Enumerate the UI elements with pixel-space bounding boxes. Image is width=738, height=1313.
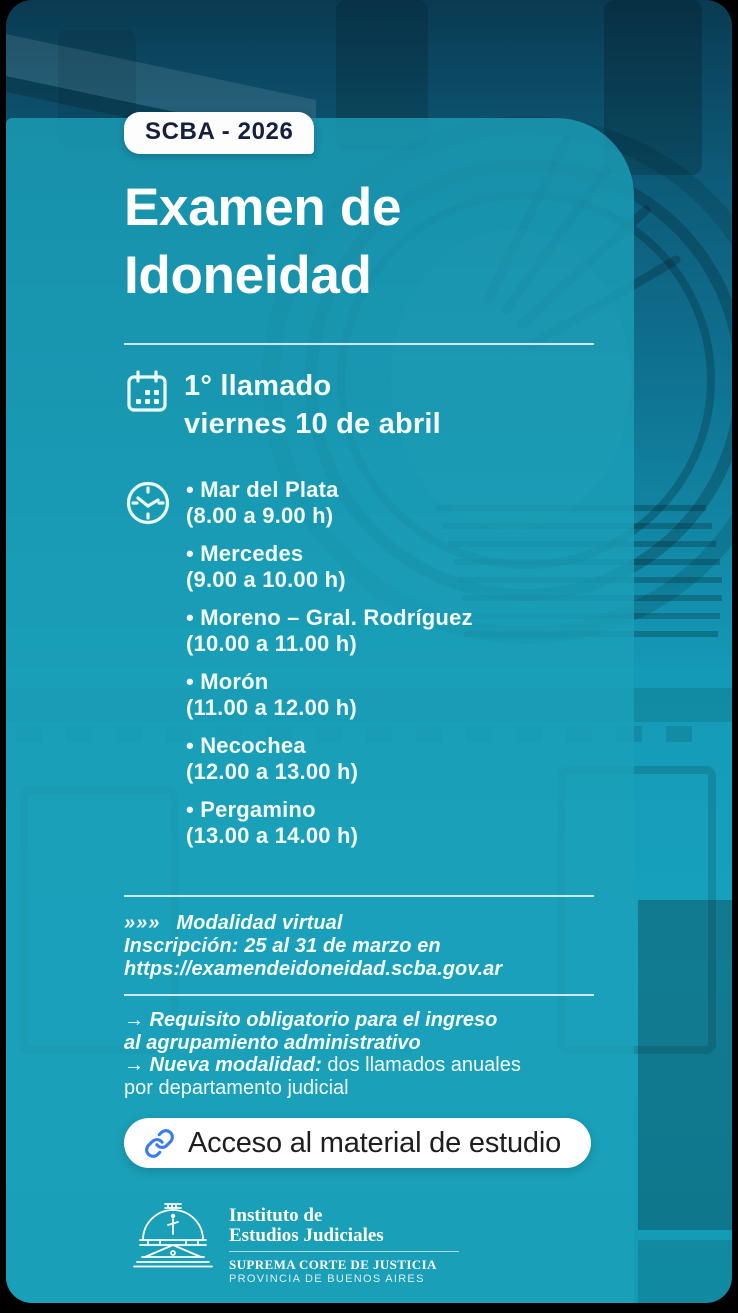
schedule-item: [186, 669, 473, 721]
logo-divider: [229, 1251, 459, 1252]
new-modality-note: [124, 1054, 594, 1077]
edition-badge: SCBA - 2026: [124, 112, 314, 154]
schedule-item: [186, 541, 473, 593]
institute-name-line-2: Estudios Judiciales: [229, 1225, 384, 1246]
schedule-item: [186, 733, 473, 785]
schedule-item: [186, 797, 473, 849]
inscription-dates: Inscripción: 25 al 31 de marzo en: [124, 935, 441, 957]
study-material-button-label: Acceso al material de estudio: [188, 1127, 562, 1159]
institute-logo-icon: [132, 1202, 214, 1275]
venue-name: • Morón: [186, 669, 269, 694]
institute-logo-text: [229, 1202, 459, 1287]
call-heading: [184, 367, 441, 443]
divider: [124, 343, 594, 345]
province-label: PROVINCIA DE BUENOS AIRES: [229, 1273, 425, 1285]
venue-name: • Mar del Plata: [186, 477, 339, 502]
new-modality-label: → Nueva modalidad:: [124, 1054, 322, 1076]
schedule-section: [124, 477, 594, 861]
venue-time: (8.00 a 9.00 h): [186, 503, 334, 528]
new-modality-rest: dos llamados anuales: [321, 1054, 521, 1076]
study-material-button[interactable]: [124, 1118, 591, 1168]
call-line-1: 1° llamado: [184, 370, 332, 402]
virtual-modality-section: [124, 912, 594, 981]
call-line-2: viernes 10 de abril: [184, 408, 441, 440]
schedule-item: [186, 605, 473, 657]
venue-time: (13.00 a 14.00 h): [186, 823, 359, 848]
virtual-modality-text: Modalidad virtual: [176, 912, 343, 934]
call-section: [124, 367, 594, 443]
requirement-note-line-2: al agrupamiento administrativo: [124, 1031, 421, 1054]
inscription-url[interactable]: https://examendeidoneidad.scba.gov.ar: [124, 958, 503, 980]
new-modality-line-2: por departamento judicial: [124, 1076, 349, 1099]
virtual-line-1: [124, 912, 594, 935]
page-title: [124, 174, 594, 310]
title-line-2: Idoneidad: [124, 246, 372, 305]
venue-time: (11.00 a 12.00 h): [186, 695, 357, 720]
supreme-court-label: SUPREMA CORTE DE JUSTICIA: [229, 1257, 437, 1272]
institute-logo: [132, 1202, 594, 1287]
calendar-icon: [124, 367, 170, 415]
venue-time: (10.00 a 11.00 h): [186, 631, 357, 656]
flyer-card: [6, 0, 732, 1303]
venue-name: • Moreno – Gral. Rodríguez: [186, 605, 473, 630]
link-icon: [144, 1128, 175, 1159]
venue-time: (12.00 a 13.00 h): [186, 759, 359, 784]
venue-name: • Mercedes: [186, 541, 304, 566]
clock-icon: [124, 477, 172, 527]
flyer-content: [124, 112, 594, 1287]
venue-name: • Necochea: [186, 733, 306, 758]
schedule-item: [186, 477, 473, 529]
venue-name: • Pergamino: [186, 797, 316, 822]
schedule-list: [186, 477, 473, 861]
requirement-note-line-1: → Requisito obligatorio para el ingreso: [124, 1009, 498, 1031]
institute-name-line-1: Instituto de: [229, 1205, 323, 1226]
divider: [124, 895, 594, 897]
notes-section: [124, 1009, 594, 1099]
chevrons-icon: »»»: [124, 912, 161, 934]
divider: [124, 994, 594, 996]
title-line-1: Examen de: [124, 178, 402, 237]
venue-time: (9.00 a 10.00 h): [186, 567, 346, 592]
